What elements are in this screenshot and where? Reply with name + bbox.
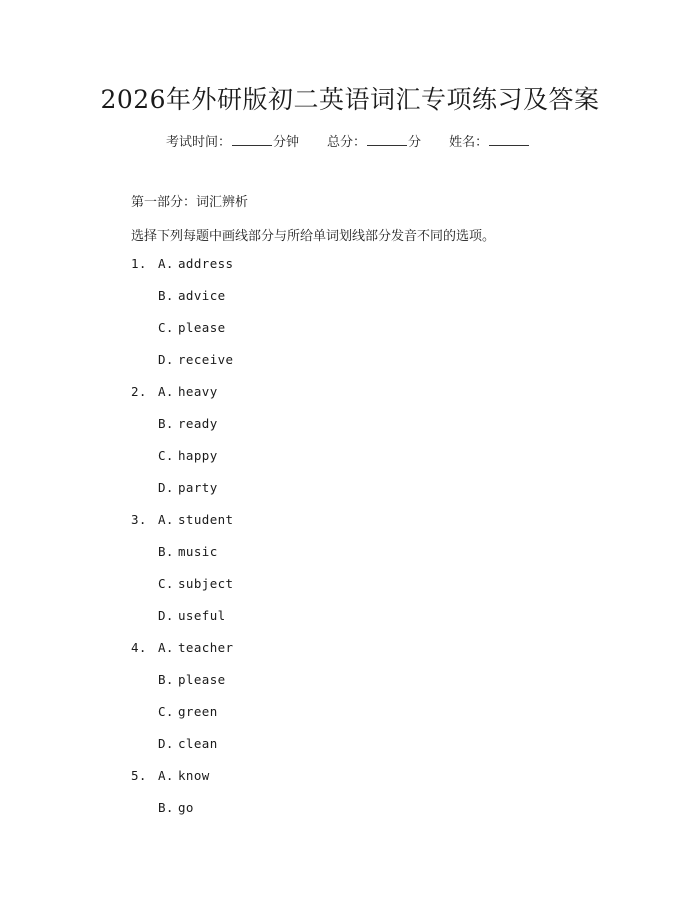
option-letter: D.	[158, 608, 174, 623]
section-title: 第一部分：词汇辨析	[131, 195, 249, 210]
question-option-row	[131, 447, 631, 479]
option-word: happy	[178, 448, 218, 463]
time-unit: 分钟	[273, 135, 300, 150]
question-option-row	[131, 799, 631, 831]
option-word: subject	[178, 576, 234, 591]
question-option-row	[131, 415, 631, 447]
option-word: ready	[178, 416, 218, 431]
option-letter: B.	[158, 800, 174, 815]
option-letter: D.	[158, 736, 174, 751]
question-option-row	[131, 287, 631, 319]
question-number: 1.	[131, 256, 147, 271]
question-option-row	[131, 351, 631, 383]
question-number: 2.	[131, 384, 147, 399]
option-word: know	[178, 768, 210, 783]
option-word: teacher	[178, 640, 234, 655]
question-option-row	[131, 703, 631, 735]
score-unit: 分	[408, 135, 422, 150]
question-option-row	[131, 319, 631, 351]
option-letter: C.	[158, 576, 174, 591]
page-title: 2026年外研版初二英语词汇专项练习及答案	[100, 85, 600, 114]
question-option-row	[131, 543, 631, 575]
question-option-row	[131, 735, 631, 767]
option-word: clean	[178, 736, 218, 751]
question-option-row	[131, 671, 631, 703]
name-label: 姓名：	[449, 135, 489, 150]
name-blank	[489, 132, 529, 146]
exam-meta-line	[166, 131, 530, 150]
option-letter: A.	[158, 384, 174, 399]
question-option-row	[131, 511, 631, 543]
option-word: green	[178, 704, 218, 719]
option-word: party	[178, 480, 218, 495]
question-option-row	[131, 575, 631, 607]
option-letter: C.	[158, 704, 174, 719]
option-word: please	[178, 320, 226, 335]
question-number: 5.	[131, 768, 147, 783]
option-letter: B.	[158, 544, 174, 559]
question-number: 3.	[131, 512, 147, 527]
option-letter: B.	[158, 672, 174, 687]
option-letter: B.	[158, 416, 174, 431]
time-blank	[232, 132, 272, 146]
option-word: address	[178, 256, 234, 271]
option-letter: D.	[158, 352, 174, 367]
option-word: student	[178, 512, 234, 527]
option-letter: D.	[158, 480, 174, 495]
option-word: advice	[178, 288, 226, 303]
question-option-row	[131, 479, 631, 511]
option-letter: C.	[158, 448, 174, 463]
question-option-row	[131, 255, 631, 287]
option-letter: C.	[158, 320, 174, 335]
option-letter: A.	[158, 640, 174, 655]
instruction-text: 选择下列每题中画线部分与所给单词划线部分发音不同的选项。	[131, 229, 496, 244]
option-letter: A.	[158, 768, 174, 783]
time-label: 考试时间：	[166, 135, 232, 150]
option-letter: A.	[158, 512, 174, 527]
question-number: 4.	[131, 640, 147, 655]
option-word: go	[178, 800, 194, 815]
option-word: heavy	[178, 384, 218, 399]
option-word: useful	[178, 608, 226, 623]
question-option-row	[131, 767, 631, 799]
question-option-row	[131, 383, 631, 415]
score-label: 总分：	[327, 135, 367, 150]
option-word: receive	[178, 352, 234, 367]
score-blank	[367, 132, 407, 146]
option-letter: B.	[158, 288, 174, 303]
option-word: please	[178, 672, 226, 687]
option-word: music	[178, 544, 218, 559]
question-option-row	[131, 607, 631, 639]
question-list	[131, 255, 631, 831]
option-letter: A.	[158, 256, 174, 271]
question-option-row	[131, 639, 631, 671]
